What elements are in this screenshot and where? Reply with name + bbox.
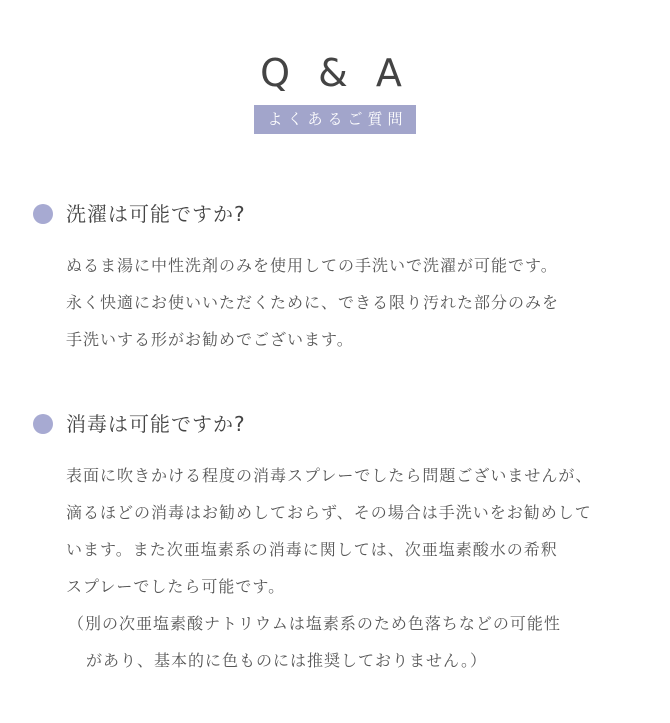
question-row <box>33 199 246 229</box>
answer-block <box>66 457 656 679</box>
answer-line: 手洗いする形がお勧めでございます。 <box>66 330 354 349</box>
question-text: 洗濯は可能ですか? <box>66 202 246 226</box>
answer-line: ぬるま湯に中性洗剤のみを使用しての手洗いで洗濯が可能です。 <box>66 256 558 275</box>
bullet-circle-icon <box>33 414 53 434</box>
answer-line: 永く快適にお使いいただくために、できる限り汚れた部分のみを <box>66 293 560 312</box>
answer-line: 滴るほどの消毒はお勧めしておらず、その場合は手洗いをお勧めして <box>66 503 592 522</box>
answer-note-line: （別の次亜塩素酸ナトリウムは塩素系のため色落ちなどの可能性 <box>68 614 561 633</box>
answer-block <box>66 247 656 358</box>
subtitle-container <box>0 105 670 134</box>
answer-line: います。また次亜塩素系の消毒に関しては、次亜塩素酸水の希釈 <box>66 540 558 559</box>
bullet-circle-icon <box>33 204 53 224</box>
subtitle-badge: よくあるご質問 <box>254 105 415 134</box>
answer-line: スプレーでしたら可能です。 <box>66 577 286 596</box>
answer-note-line: があり、基本的に色ものには推奨しておりません。） <box>86 651 487 670</box>
question-row <box>33 409 246 439</box>
question-text: 消毒は可能ですか? <box>66 412 246 436</box>
answer-line: 表面に吹きかける程度の消毒スプレーでしたら問題ございませんが、 <box>66 466 593 485</box>
page-title: Q & A <box>260 51 410 95</box>
